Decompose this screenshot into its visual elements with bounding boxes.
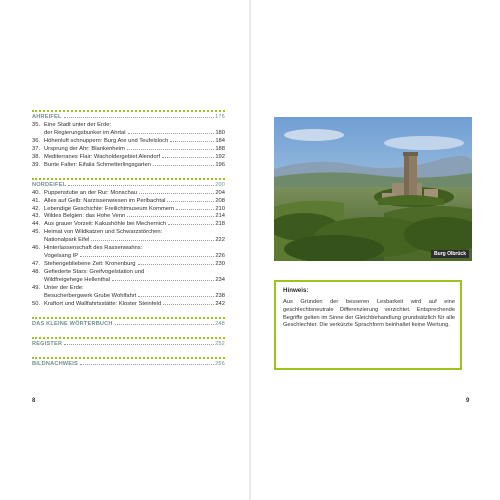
toc-entry-text: Bunte Falter: Eifalia Schmetterlingsgarten	[44, 161, 151, 168]
toc-entry-page: 184	[215, 137, 225, 144]
toc-entry-text: der Regierungsbunker im Ahrtal	[44, 129, 126, 136]
toc-entry[interactable]	[32, 293, 225, 301]
toc-entry-number: 35.	[32, 122, 41, 128]
toc-entry-page: 180	[215, 129, 225, 136]
toc-entry[interactable]	[32, 301, 225, 309]
toc-entry-text: Aus grauer Vorzeit: Kakushöhle bei Mechernich	[44, 221, 167, 228]
toc-entry-number: 43.	[32, 213, 41, 220]
toc-entry-text: Kraftort und Wallfahrtsstätte: Kloster Steinfeld	[44, 300, 162, 307]
leader-dots	[176, 209, 214, 210]
toc-entry-number: 36.	[32, 137, 41, 144]
toc-entry[interactable]	[32, 245, 225, 253]
toc-entry[interactable]	[32, 261, 225, 269]
leader-dots	[64, 344, 214, 345]
toc-entry-text: Besucherbergwerk Grube Wohlfahrt	[44, 292, 137, 299]
page-fold	[249, 0, 251, 500]
toc-section-title: REGISTER	[32, 340, 63, 347]
toc-section-heading[interactable]	[32, 182, 225, 190]
toc-section-page: 252	[215, 340, 225, 347]
note-title: Hinweis:	[283, 287, 309, 294]
leader-dots	[64, 117, 214, 118]
table-of-contents	[32, 110, 225, 369]
toc-section-page: 248	[215, 320, 225, 327]
toc-section	[32, 110, 225, 170]
toc-entry[interactable]	[32, 269, 225, 277]
toc-entry-page: 238	[215, 292, 225, 299]
toc-entry-text: Vogelsang IP	[44, 253, 79, 260]
toc-entry-number: 40.	[32, 189, 41, 196]
right-page-number: 9	[466, 398, 470, 404]
toc-entry[interactable]	[32, 213, 225, 221]
toc-section	[32, 337, 225, 349]
toc-entry-page: 214	[215, 213, 225, 220]
leader-dots	[153, 165, 214, 166]
toc-entry[interactable]	[32, 285, 225, 293]
toc-entry[interactable]	[32, 146, 225, 154]
toc-entry-number: 38.	[32, 153, 41, 160]
leader-dots	[80, 256, 214, 257]
toc-entry[interactable]	[32, 122, 225, 130]
toc-entry-page: 226	[215, 253, 225, 260]
toc-entry-page: 210	[215, 205, 225, 212]
toc-section-page: 256	[215, 360, 225, 367]
toc-section-page: 176	[215, 114, 225, 120]
toc-entry-text: Nationalpark Eifel	[44, 237, 90, 244]
castle-photo	[274, 117, 472, 261]
left-page-number: 8	[32, 398, 36, 404]
toc-section	[32, 357, 225, 369]
toc-section-heading[interactable]	[32, 361, 225, 369]
toc-entry-text: Eine Stadt unter der Erde:	[44, 122, 112, 128]
toc-entry-page: 234	[215, 276, 225, 283]
toc-section	[32, 317, 225, 329]
leader-dots	[138, 264, 215, 265]
leader-dots	[138, 296, 214, 297]
toc-entry-text: Heimat von Wildkatzen und Schwarzstörchen:	[44, 229, 163, 236]
toc-entry-number: 37.	[32, 145, 41, 152]
toc-entry[interactable]	[32, 198, 225, 206]
toc-entry[interactable]	[32, 190, 225, 198]
leader-dots	[80, 364, 214, 365]
toc-entry-number: 50.	[32, 300, 41, 307]
toc-entry[interactable]	[32, 206, 225, 214]
leader-dots	[167, 201, 214, 202]
toc-entry-page: 218	[215, 221, 225, 228]
toc-entry-page: 192	[215, 153, 225, 160]
toc-entry-number: 46.	[32, 245, 41, 252]
toc-entry-text: Ursprung der Ahr: Blankenheim	[44, 145, 125, 152]
toc-entry-number: 39.	[32, 161, 41, 168]
toc-entry[interactable]	[32, 130, 225, 138]
toc-section-title: AHREIFEL	[32, 114, 62, 120]
toc-entry-page: 204	[215, 189, 225, 196]
note-box	[274, 280, 462, 370]
leader-dots	[170, 141, 214, 142]
castle-landscape-image	[274, 117, 472, 261]
toc-entry-text: Mediterranes Flair: Wacholdergebiet Alendorf	[44, 153, 161, 160]
leader-dots	[162, 157, 214, 158]
toc-section-title: DAS KLEINE WÖRTERBUCH	[32, 320, 113, 327]
leader-dots	[163, 304, 214, 305]
toc-entry-text: Hinterlassenschaft des Rassenwahns:	[44, 245, 143, 252]
toc-entry-page: 188	[215, 145, 225, 152]
leader-dots	[127, 149, 214, 150]
toc-section-page: 200	[215, 181, 225, 188]
toc-section-heading[interactable]	[32, 114, 225, 122]
toc-entry-number: 45.	[32, 229, 41, 236]
toc-entry-page: 196	[215, 161, 225, 168]
toc-section	[32, 178, 225, 309]
leader-dots	[68, 185, 214, 186]
toc-entry-text: Gefiederte Stars: Greifvogelstation und	[44, 269, 145, 275]
toc-entry-number: 44.	[32, 221, 41, 228]
toc-entry-number: 42.	[32, 205, 41, 212]
toc-entry-text: Puppenstube an der Rur: Monschau	[44, 189, 138, 196]
leader-dots	[115, 324, 214, 325]
photo-caption: Burg Olbrück	[431, 250, 469, 258]
toc-entry[interactable]	[32, 253, 225, 261]
toc-entry[interactable]	[32, 229, 225, 237]
toc-section-heading[interactable]	[32, 321, 225, 329]
toc-entry-text: Wildfreigehege Hellenthal	[44, 276, 111, 283]
toc-entry[interactable]	[32, 154, 225, 162]
toc-entry-text: Unter der Erde:	[44, 284, 84, 291]
leader-dots	[91, 240, 214, 241]
toc-entry-page: 222	[215, 237, 225, 244]
toc-entry-page: 230	[215, 261, 225, 268]
leader-dots	[128, 133, 215, 134]
toc-entry[interactable]	[32, 277, 225, 285]
toc-entry-text: Wildes Belgien: das Hohe Venn	[44, 213, 126, 220]
toc-entry-text: Stehengebliebene Zeit: Kronenburg	[44, 261, 136, 268]
leader-dots	[112, 280, 214, 281]
leader-dots	[139, 193, 214, 194]
note-body: Aus Gründen der besseren Lesbarkeit wird auf eine geschlechtsneutrale Differenzierung verzichtet. Entsprechende Begriffe gelten im Sinne der Gleichbehandlung grundsätzlich für alle Geschlechter. Die verkürzte Sprachform beinhaltet keine Wertung.	[283, 299, 455, 329]
toc-entry[interactable]	[32, 162, 225, 170]
toc-entry-number: 48.	[32, 269, 41, 275]
toc-entry-number: 47.	[32, 261, 41, 268]
toc-entry-page: 242	[215, 300, 225, 307]
toc-entry-text: Lebendige Geschichte: Freilichtmuseum Kommern	[44, 205, 175, 212]
toc-section-title: NORDEIFEL	[32, 181, 67, 188]
toc-section-heading[interactable]	[32, 341, 225, 349]
toc-entry-page: 208	[215, 197, 225, 204]
toc-entry-number: 41.	[32, 197, 41, 204]
toc-entry-number: 49.	[32, 284, 41, 291]
toc-entry[interactable]	[32, 237, 225, 245]
toc-entry-text: Höhenluft schnuppern: Burg Are und Teufelsloch	[44, 137, 169, 144]
toc-entry-text: Alles auf Gelb: Narzissenwiesen im Perlbachtal	[44, 197, 166, 204]
leader-dots	[168, 224, 214, 225]
toc-section-title: BILDNACHWEIS	[32, 360, 78, 367]
toc-entry[interactable]	[32, 138, 225, 146]
leader-dots	[127, 216, 214, 217]
toc-entry[interactable]	[32, 221, 225, 229]
